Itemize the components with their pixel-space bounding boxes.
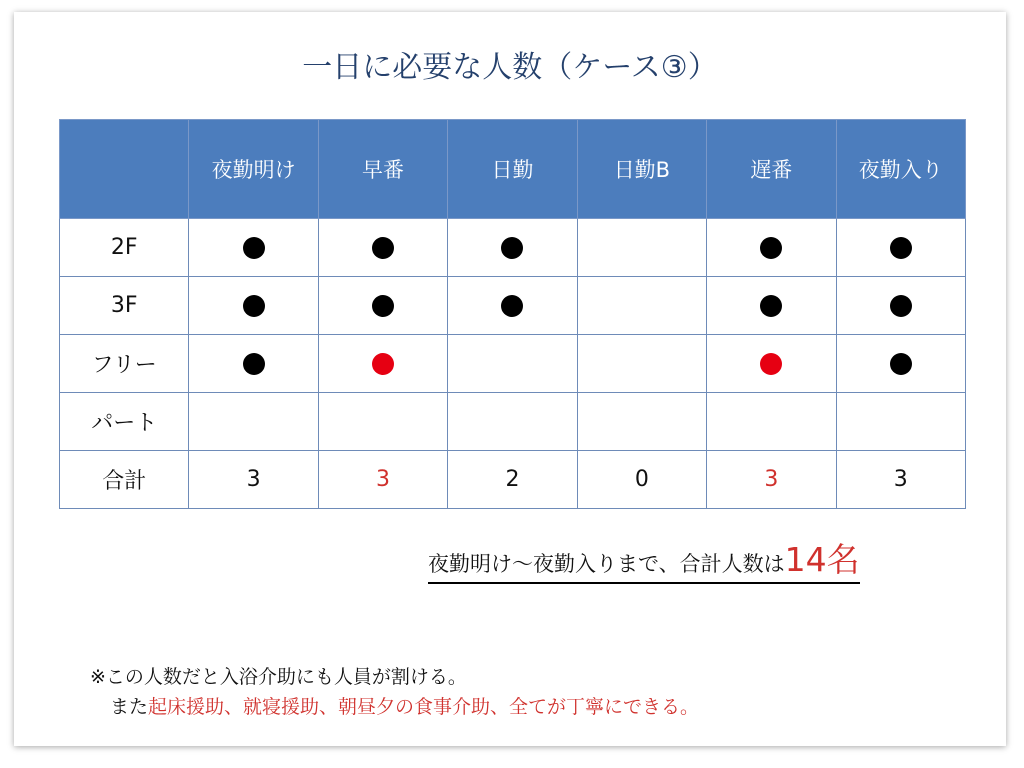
black-dot-marker xyxy=(372,237,394,259)
black-dot-marker xyxy=(243,237,265,259)
table-cell xyxy=(318,277,447,335)
table-cell xyxy=(577,335,706,393)
total-label: 合計 xyxy=(60,451,189,509)
note-line-1: ※この人数だと入浴介助にも人員が割ける。 xyxy=(90,666,467,688)
header-corner-cell xyxy=(60,120,189,219)
black-dot-marker xyxy=(890,295,912,317)
red-dot-marker xyxy=(372,353,394,375)
note-line-2 xyxy=(110,692,699,719)
black-dot-marker xyxy=(501,295,523,317)
table-cell xyxy=(318,335,447,393)
slide-title: 一日に必要な人数（ケース③） xyxy=(302,50,718,85)
table-cell xyxy=(836,393,965,451)
table-cell xyxy=(707,277,836,335)
table-row xyxy=(60,219,966,277)
header-cell: 日勤 xyxy=(448,120,577,219)
table-cell xyxy=(577,393,706,451)
black-dot-marker xyxy=(501,237,523,259)
table-cell xyxy=(707,219,836,277)
table-cell xyxy=(577,219,706,277)
header-row xyxy=(60,120,966,219)
total-cell: 3 xyxy=(189,451,318,509)
header-cell: 夜勤明け xyxy=(189,120,318,219)
table-cell xyxy=(836,335,965,393)
black-dot-marker xyxy=(890,237,912,259)
note-highlight: 起床援助、就寝援助、朝昼夕の食事介助、全てが丁寧にできる。 xyxy=(148,696,700,718)
table-cell xyxy=(836,219,965,277)
header-cell: 早番 xyxy=(318,120,447,219)
red-dot-marker xyxy=(760,353,782,375)
table-cell xyxy=(448,219,577,277)
row-label: フリー xyxy=(60,335,189,393)
table-cell xyxy=(448,277,577,335)
total-cell: 2 xyxy=(448,451,577,509)
table-cell xyxy=(189,219,318,277)
table-row xyxy=(60,393,966,451)
row-label: 3F xyxy=(60,277,189,335)
slide xyxy=(14,12,1006,746)
table-body xyxy=(60,219,966,509)
black-dot-marker xyxy=(243,353,265,375)
total-cell: 3 xyxy=(836,451,965,509)
header-cell: 遅番 xyxy=(707,120,836,219)
table-row xyxy=(60,335,966,393)
staffing-table xyxy=(59,119,966,509)
table-cell xyxy=(189,277,318,335)
table-cell xyxy=(189,335,318,393)
total-cell: 0 xyxy=(577,451,706,509)
summary-total: 14名 xyxy=(784,540,860,579)
total-cell: 3 xyxy=(318,451,447,509)
summary-label: 夜勤明け〜夜勤入りまで、合計人数は xyxy=(428,552,785,576)
table-cell xyxy=(577,277,706,335)
total-summary xyxy=(428,534,860,584)
row-label: 2F xyxy=(60,219,189,277)
table-cell xyxy=(318,393,447,451)
total-row xyxy=(60,451,966,509)
table-cell xyxy=(707,393,836,451)
header-cell: 夜勤入り xyxy=(836,120,965,219)
table-row xyxy=(60,277,966,335)
black-dot-marker xyxy=(243,295,265,317)
table-cell xyxy=(448,393,577,451)
table-cell xyxy=(707,335,836,393)
total-cell: 3 xyxy=(707,451,836,509)
table-cell xyxy=(836,277,965,335)
black-dot-marker xyxy=(890,353,912,375)
black-dot-marker xyxy=(372,295,394,317)
note-prefix: また xyxy=(110,696,149,718)
header-cell: 日勤B xyxy=(577,120,706,219)
table-cell xyxy=(448,335,577,393)
black-dot-marker xyxy=(760,237,782,259)
table-cell xyxy=(318,219,447,277)
black-dot-marker xyxy=(760,295,782,317)
row-label: パート xyxy=(60,393,189,451)
table-cell xyxy=(189,393,318,451)
